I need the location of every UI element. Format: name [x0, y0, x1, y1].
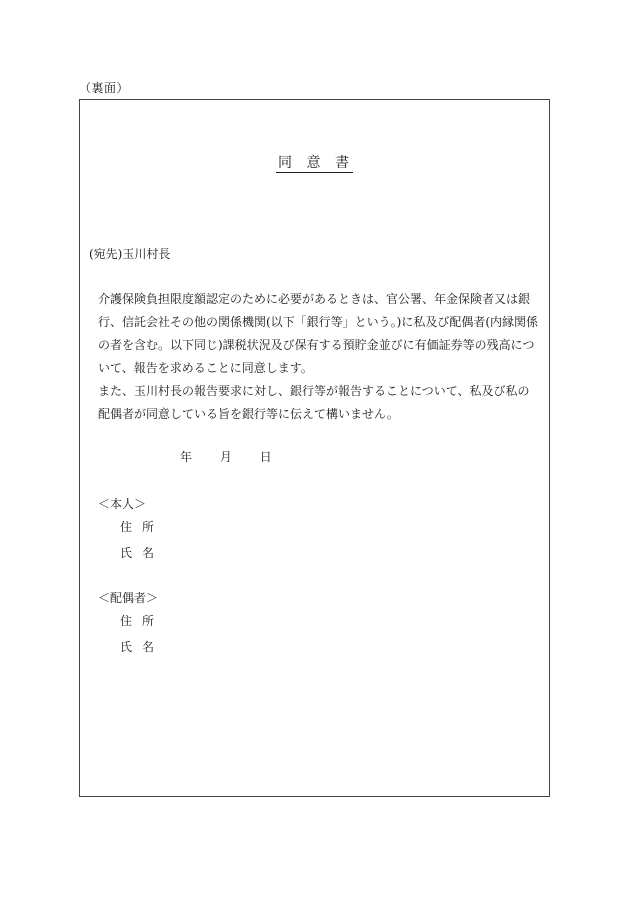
self-section-heading: ＜本人＞: [98, 497, 147, 511]
page-side-label: （裏面）: [79, 81, 130, 95]
spouse-name-field[interactable]: 氏名: [120, 640, 165, 654]
form-title-text: 同 意 書: [278, 155, 351, 171]
date-day-label: 日: [259, 450, 272, 464]
consent-paragraph-1: 介護保険負担限度額認定のために必要があるときは、官公署、年金保険者又は銀行、信託会社その他の関係機関(以下「銀行等」という。)に私及び配偶者(内縁関係の者を含む。以下同じ)課税状況及び保有する預貯金並びに有価証券等の残高について、報告を求めることに同意します。: [98, 292, 539, 375]
self-address-field[interactable]: 住所: [120, 520, 165, 534]
consent-body: [98, 288, 541, 426]
addressee: (宛先)玉川村長: [89, 247, 171, 261]
date-month-label: 月: [219, 450, 232, 464]
date-year-label: 年: [179, 450, 192, 464]
self-name-field[interactable]: 氏名: [120, 546, 165, 560]
spouse-section-heading: ＜配偶者＞: [98, 591, 159, 605]
consent-paragraph-2: また、玉川村長の報告要求に対し、銀行等が報告することについて、私及び私の配偶者が同意している旨を銀行等に伝えて構いません。: [98, 384, 530, 421]
date-row[interactable]: [168, 448, 284, 465]
form-title: [80, 152, 549, 172]
spouse-address-field[interactable]: 住所: [120, 614, 165, 628]
consent-form-frame: [79, 99, 550, 797]
